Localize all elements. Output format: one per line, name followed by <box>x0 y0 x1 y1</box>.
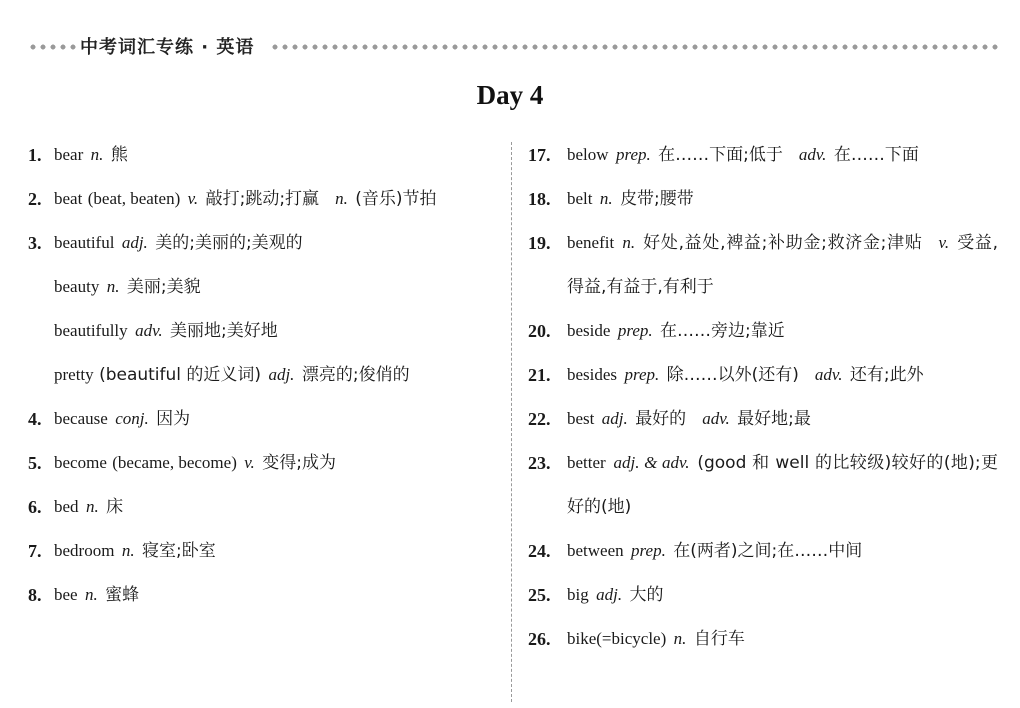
entry-forms: (became, become) <box>112 453 237 472</box>
entry-meaning: 美丽地;美好地 <box>170 321 278 341</box>
entry-meaning: 最好地;最 <box>737 409 811 429</box>
entry-word: bear <box>54 145 84 164</box>
entry-number: 6. <box>28 497 42 517</box>
entry-meaning: 在……下面 <box>833 145 919 165</box>
header-title: 中考词汇专练 · 英语 <box>80 37 255 58</box>
entry-meaning: (音乐)节拍 <box>355 189 437 209</box>
entry-number: 24. <box>528 541 551 561</box>
entry-meaning: 好处,益处,裨益;补助金;救济金;津贴 <box>643 233 923 253</box>
vocab-entry <box>528 353 998 397</box>
entry-number: 23. <box>528 453 551 473</box>
vocab-entry <box>28 441 496 485</box>
vocab-entry <box>528 441 998 529</box>
entry-number: 5. <box>28 453 42 473</box>
entry-word: best <box>567 409 595 428</box>
entry-meaning: 在(两者)之间;在……中间 <box>673 541 863 561</box>
entry-meaning: 敲打;跳动;打赢 <box>205 189 320 209</box>
header-dots-right <box>270 44 998 50</box>
entry-number: 26. <box>528 629 551 649</box>
entry-meaning: 因为 <box>156 409 191 429</box>
entry-word: bed <box>54 497 79 516</box>
entry-meaning: 受益,得益,有益于,有利于 <box>567 233 998 297</box>
entry-meaning: 美的;美丽的;美观的 <box>155 233 303 253</box>
entry-number: 25. <box>528 585 551 605</box>
vocab-entry <box>528 309 998 353</box>
vocab-entry <box>528 617 998 661</box>
entry-pos: n. <box>106 277 120 296</box>
vocab-subentry <box>28 353 496 397</box>
entry-pos: adv. <box>702 409 730 428</box>
entry-word: benefit <box>567 233 615 252</box>
vocab-entry <box>528 529 998 573</box>
entry-pos: adj. <box>601 409 628 428</box>
entry-number: 1. <box>28 145 42 165</box>
entry-number: 7. <box>28 541 42 561</box>
entry-word: below <box>567 145 609 164</box>
entry-meaning: 变得;成为 <box>262 453 336 473</box>
entry-meaning: 熊 <box>110 145 128 165</box>
entry-forms: (beat, beaten) <box>87 189 181 208</box>
vocab-entry <box>28 177 496 221</box>
column-divider <box>511 142 512 702</box>
entry-pos: n. <box>622 233 636 252</box>
page-header <box>22 28 1000 64</box>
entry-pos: prep. <box>631 541 666 560</box>
entry-word: bike(=bicycle) <box>567 629 667 648</box>
entry-word: beat <box>54 189 83 208</box>
entry-number: 18. <box>528 189 551 209</box>
entry-pos: adj. & adv. <box>613 453 690 472</box>
entry-meaning: 除……以外(还有) <box>666 365 799 385</box>
vocab-entry <box>28 133 496 177</box>
entry-pos: adj. <box>596 585 623 604</box>
entry-pos: n. <box>121 541 135 560</box>
entry-number: 20. <box>528 321 551 341</box>
entry-word: bedroom <box>54 541 115 560</box>
entry-meaning: 在……下面;低于 <box>658 145 783 165</box>
vocab-entry <box>528 221 998 309</box>
entry-pos: n. <box>85 497 99 516</box>
entry-number: 21. <box>528 365 551 385</box>
entry-word: because <box>54 409 108 428</box>
entry-pos: v. <box>938 233 950 252</box>
entry-word: better <box>567 453 606 472</box>
entry-pos: n. <box>90 145 104 164</box>
vocab-entry <box>28 397 496 441</box>
entry-pos: adv. <box>798 145 827 164</box>
vocab-subentry <box>28 309 496 353</box>
entry-meaning: 在……旁边;靠近 <box>660 321 785 341</box>
entry-word: belt <box>567 189 593 208</box>
entry-pos: v. <box>187 189 199 208</box>
entry-word: beautiful <box>54 233 115 252</box>
entry-pos: n. <box>85 585 98 604</box>
entry-number: 22. <box>528 409 551 429</box>
entry-meaning: 自行车 <box>693 629 745 649</box>
entry-meaning: 漂亮的;俊俏的 <box>301 365 410 385</box>
entry-meaning: 还有;此外 <box>849 365 924 385</box>
left-column <box>28 133 496 617</box>
entry-meaning: 床 <box>106 497 124 517</box>
entry-meaning: (good 和 well 的比较级)较好的(地);更好的(地) <box>567 453 999 517</box>
right-column <box>528 133 998 661</box>
day-title: Day 4 <box>476 80 544 110</box>
entry-number: 17. <box>528 145 551 165</box>
entry-word: pretty <box>54 365 94 384</box>
vocab-entry <box>28 221 496 265</box>
entry-meaning: 皮带;腰带 <box>620 189 694 209</box>
vocab-subentry <box>28 265 496 309</box>
entry-pos: prep. <box>615 145 651 164</box>
entry-word: beautifully <box>54 321 128 340</box>
entry-meaning: 最好的 <box>635 409 687 429</box>
entry-number: 8. <box>28 585 42 605</box>
entry-pos: adv. <box>135 321 163 340</box>
entry-pos: n. <box>673 629 687 648</box>
entry-number: 3. <box>28 233 42 253</box>
entry-word: beside <box>567 321 611 340</box>
entry-pos: v. <box>244 453 255 472</box>
entry-meaning: 大的 <box>629 585 664 605</box>
entry-note: (beautiful 的近义词) <box>99 365 262 385</box>
entry-number: 19. <box>528 233 551 253</box>
entry-word: bee <box>54 585 78 604</box>
vocab-entry <box>528 397 998 441</box>
entry-word: become <box>54 453 107 472</box>
entry-word: between <box>567 541 624 560</box>
entry-pos: adj. <box>268 365 295 384</box>
vocab-entry <box>28 529 496 573</box>
vocab-entry <box>528 177 998 221</box>
entry-pos: n. <box>335 189 348 208</box>
entry-pos: adv. <box>814 365 843 384</box>
entry-pos: prep. <box>617 321 653 340</box>
entry-pos: adj. <box>121 233 148 252</box>
vocab-entry <box>528 133 998 177</box>
entry-meaning: 蜜蜂 <box>105 585 140 605</box>
vocab-entry <box>528 573 998 617</box>
entry-pos: n. <box>599 189 613 208</box>
vocab-entry <box>28 573 496 617</box>
header-dots-left <box>28 44 80 50</box>
entry-word: big <box>567 585 589 604</box>
entry-meaning: 寝室;卧室 <box>142 541 216 561</box>
vocab-entry <box>28 485 496 529</box>
entry-meaning: 美丽;美貌 <box>126 277 201 297</box>
entry-word: besides <box>567 365 618 384</box>
entry-number: 2. <box>28 189 42 209</box>
entry-word: beauty <box>54 277 100 296</box>
entry-pos: conj. <box>115 409 149 428</box>
entry-pos: prep. <box>624 365 660 384</box>
entry-number: 4. <box>28 409 42 429</box>
